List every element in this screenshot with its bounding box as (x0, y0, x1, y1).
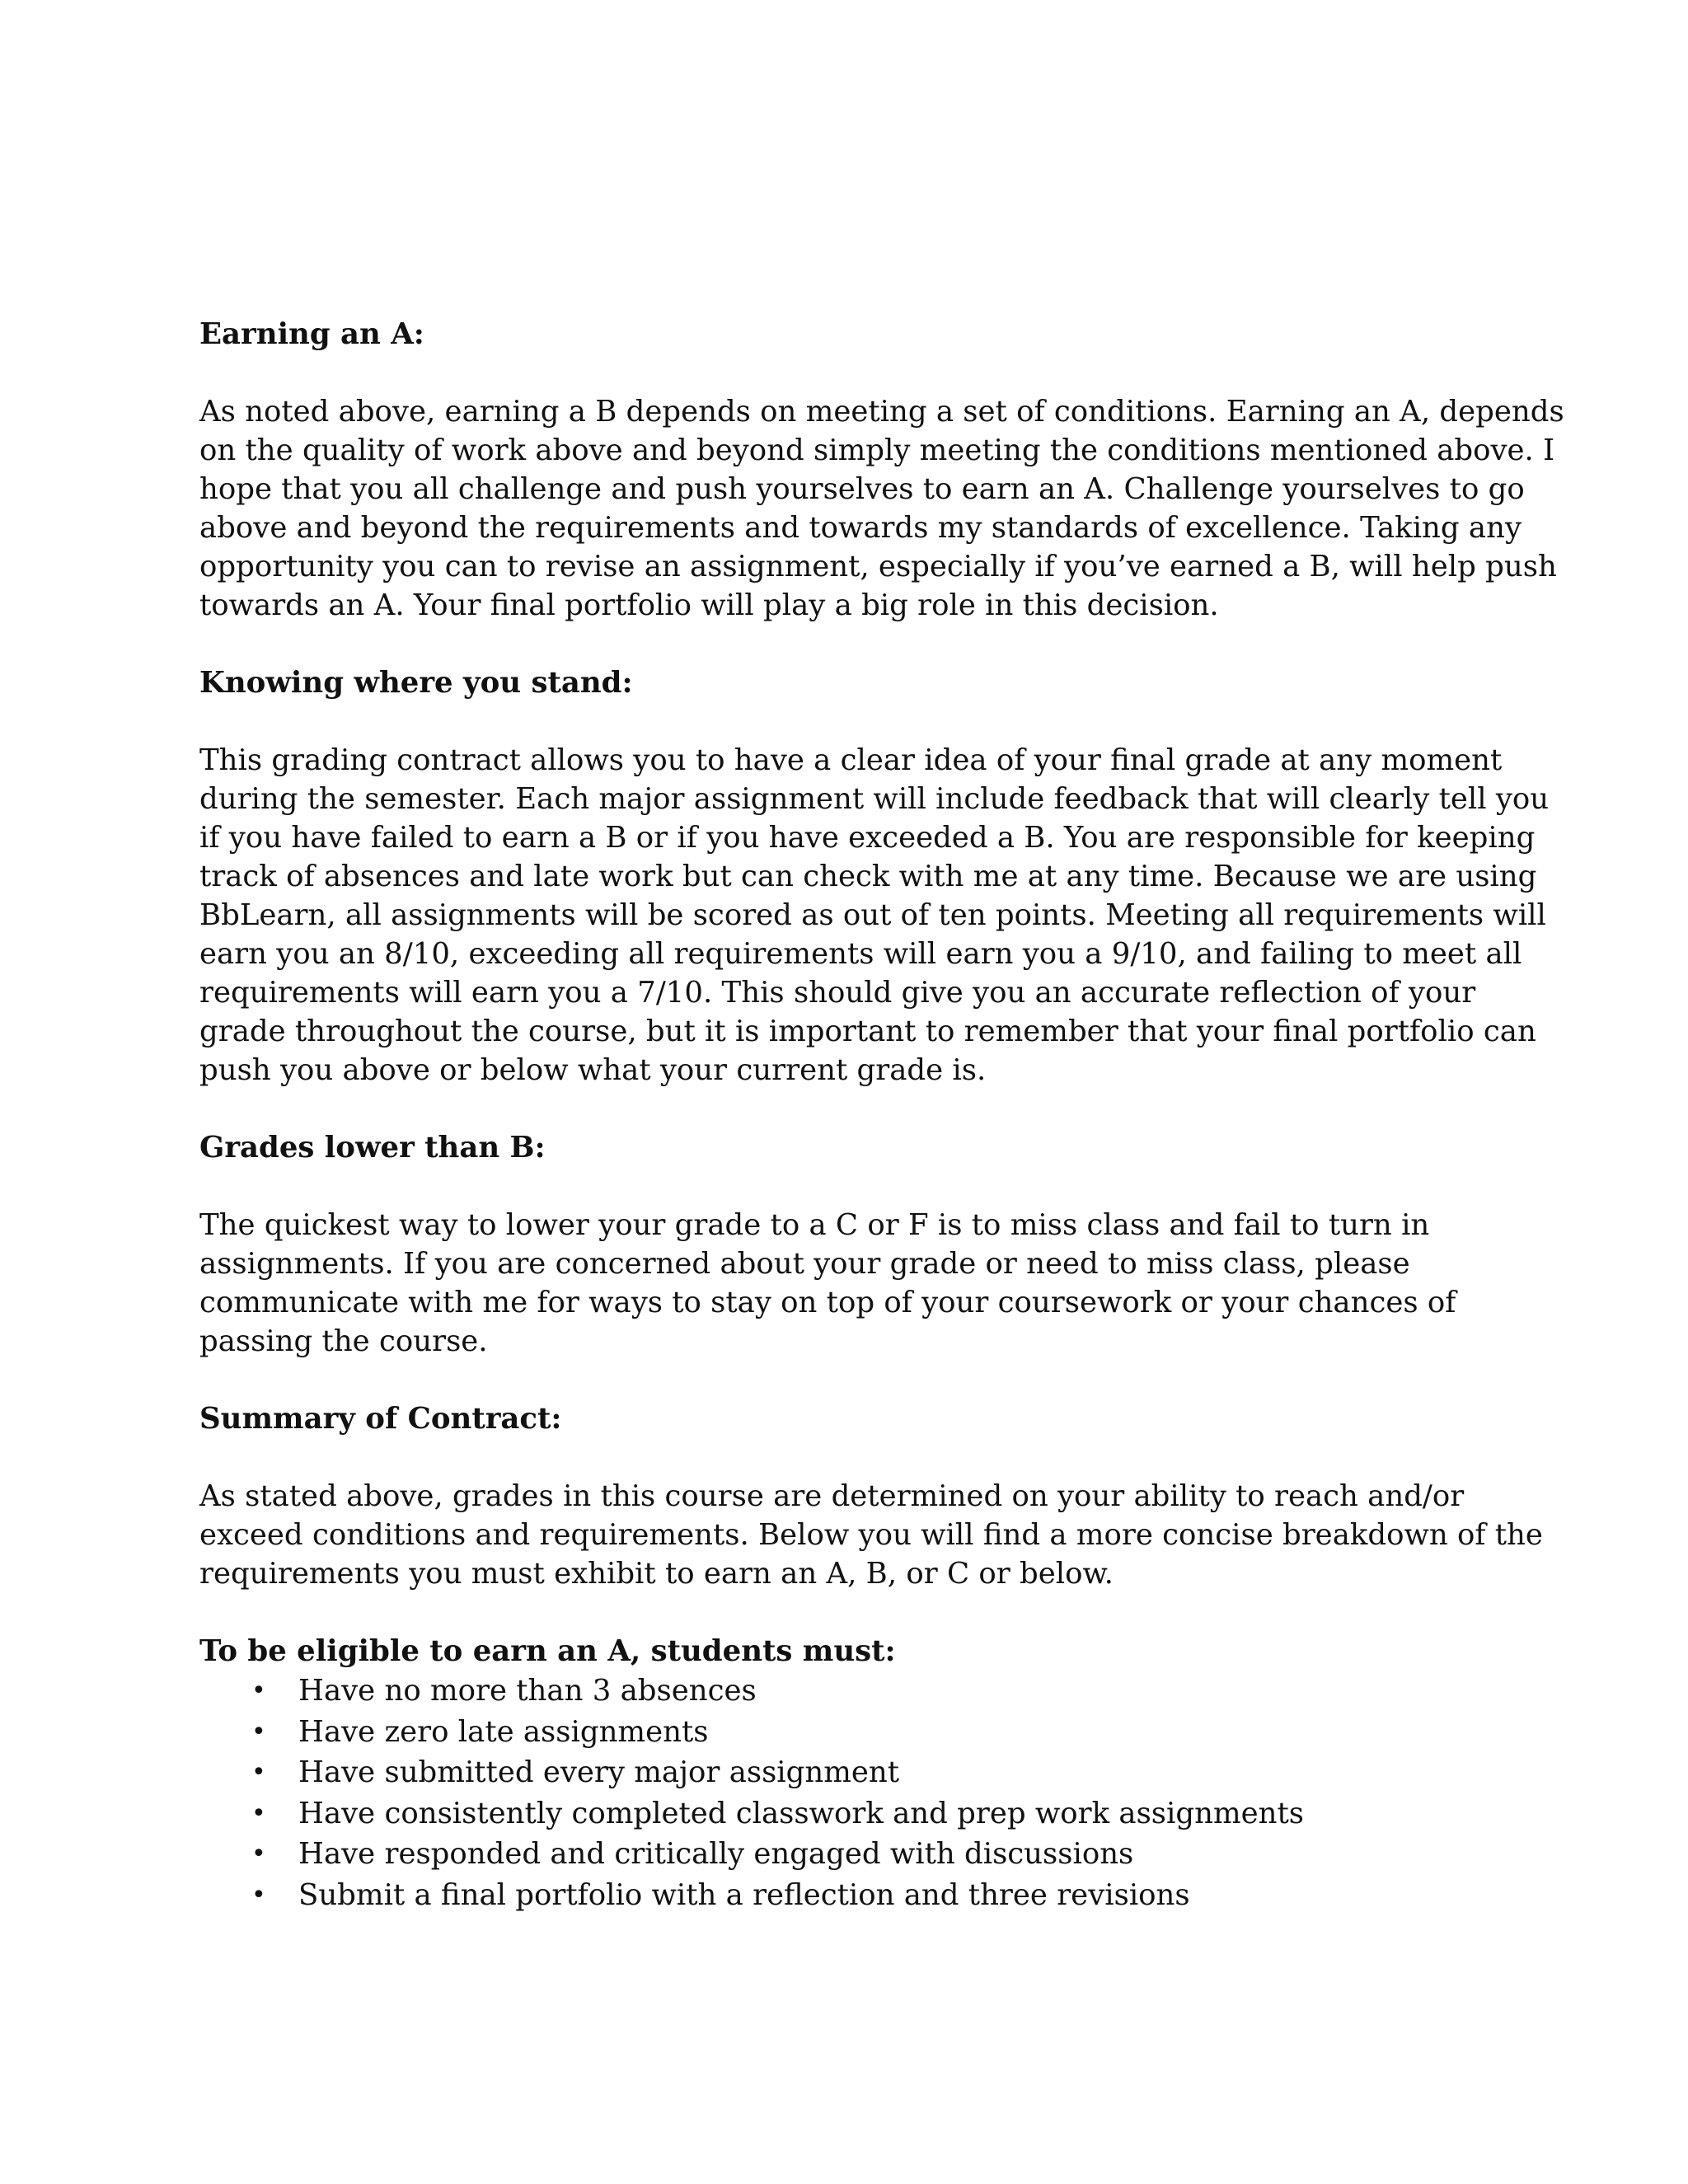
paragraph-line: grade throughout the course, but it is important to remember that your final portfolio can (199, 1015, 1536, 1048)
bullet-icon: • (251, 1717, 266, 1746)
paragraph-line: push you above or below what your current grade is. (199, 1053, 987, 1087)
paragraph-line: BbLearn, all assignments will be scored as out of ten points. Meeting all requirements will (199, 898, 1546, 932)
bullet-icon: • (251, 1798, 266, 1828)
bullet-icon: • (251, 1840, 266, 1868)
document-page (199, 315, 1564, 1915)
paragraph-line: requirements will earn you a 7/10. This should give you an accurate reflection of your (199, 976, 1476, 1010)
section-heading-summary-of-contract: Summary of Contract: (199, 1402, 562, 1436)
paragraph-line: earn you an 8/10, exceeding all requirements will earn you a 9/10, and failing to meet all (199, 937, 1522, 971)
paragraph-line: passing the course. (199, 1324, 488, 1358)
section-heading-earning-an-a: Earning an A: (199, 317, 424, 351)
list-item-text: Have submitted every major assignment (298, 1755, 900, 1789)
list-item (199, 1752, 1502, 1793)
bullet-icon: • (251, 1880, 266, 1910)
list-item (199, 1671, 1502, 1712)
paragraph-line: This grading contract allows you to have a clear idea of your final grade at any moment (199, 743, 1503, 777)
paragraph-line: The quickest way to lower your grade to a C or F is to miss class and fail to turn in (199, 1208, 1430, 1242)
section-paragraph-knowing-where-you-stand (199, 741, 1550, 1090)
bullet-icon: • (251, 1758, 266, 1787)
paragraph-line: towards an A. Your final portfolio will play a big role in this decision. (199, 588, 1219, 622)
list-item (199, 1793, 1502, 1835)
paragraph-line: above and beyond the requirements and towards my standards of excellence. Taking any (199, 511, 1522, 545)
list-item-text: Submit a final portfolio with a reflection and three revisions (298, 1877, 1190, 1912)
paragraph-line: communicate with me for ways to stay on top of your coursework or your chances of (199, 1286, 1456, 1319)
list-item (199, 1834, 1502, 1875)
paragraph-line: As stated above, grades in this course are determined on your ability to reach and/or (199, 1479, 1465, 1513)
list-item-text: Have no more than 3 absences (298, 1674, 757, 1708)
section-paragraph-grades-lower-than-b (199, 1206, 1502, 1361)
section-heading-knowing-where-you-stand: Knowing where you stand: (199, 666, 633, 700)
paragraph-line: during the semester. Each major assignment will include feedback that will clearly tell you (199, 782, 1550, 816)
paragraph-line: if you have failed to earn a B or if you have exceeded a B. You are responsible for keeping (199, 821, 1536, 855)
paragraph-line: requirements you must exhibit to earn an A, B, or C or below. (199, 1557, 1114, 1591)
paragraph-line: assignments. If you are concerned about your grade or need to miss class, please (199, 1247, 1410, 1281)
section-paragraph-summary-of-contract (199, 1477, 1543, 1593)
section-heading-grades-lower-than-b: Grades lower than B: (199, 1131, 546, 1165)
section-paragraph-earning-an-a (199, 392, 1564, 625)
paragraph-line: track of absences and late work but can check with me at any time. Because we are using (199, 860, 1537, 893)
paragraph-line: hope that you all challenge and push yourselves to earn an A. Challenge yourselves to go (199, 472, 1525, 506)
paragraph-line: As noted above, earning a B depends on meeting a set of conditions. Earning an A, depends (199, 395, 1564, 429)
a-requirements-heading: To be eligible to earn an A, students must: (199, 1634, 896, 1668)
list-item-text: Have consistently completed classwork and prep work assignments (298, 1796, 1304, 1830)
bullet-icon: • (251, 1676, 266, 1705)
paragraph-line: exceed conditions and requirements. Below you will find a more concise breakdown of the (199, 1518, 1543, 1552)
paragraph-line: opportunity you can to revise an assignment, especially if you’ve earned a B, will help push (199, 550, 1557, 583)
list-item-text: Have zero late assignments (298, 1714, 709, 1749)
list-item (199, 1875, 1502, 1916)
list-item (199, 1712, 1502, 1753)
paragraph-line: on the quality of work above and beyond simply meeting the conditions mentioned above. I (199, 434, 1555, 467)
a-requirements-list (199, 1671, 1502, 1915)
list-item-text: Have responded and critically engaged with discussions (298, 1837, 1134, 1871)
